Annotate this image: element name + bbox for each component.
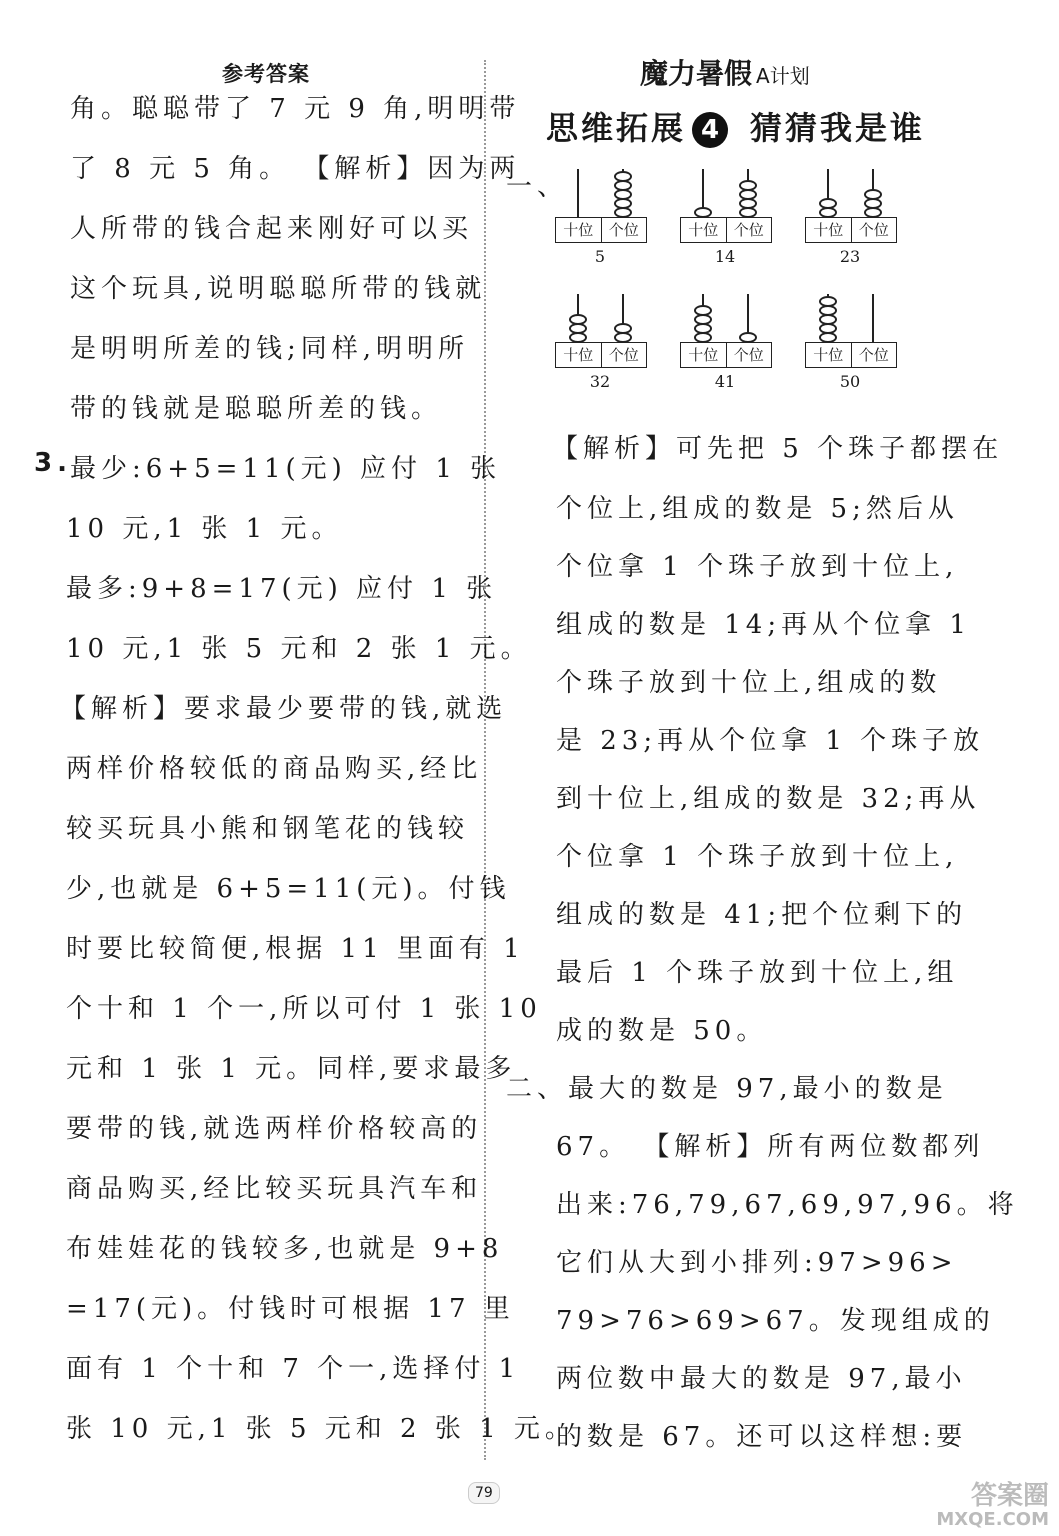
ones-label: 个位 bbox=[726, 218, 772, 242]
text-line: 少,也就是 6+5=11(元)。付钱 bbox=[66, 874, 511, 904]
text-line: 79>76>69>67。发现组成的 bbox=[556, 1306, 995, 1336]
text-line: 个位拿 1 个珠子放到十位上, bbox=[556, 552, 959, 582]
tens-bead bbox=[569, 314, 587, 325]
text-line: 面有 1 个十和 7 个一,选择付 1 bbox=[66, 1354, 521, 1384]
tens-rod bbox=[577, 169, 579, 217]
text-line: 的数是 67。还可以这样想:要 bbox=[556, 1422, 968, 1452]
text-line: 带的钱就是聪聪所差的钱。 bbox=[70, 394, 443, 424]
text-line: 两样价格较低的商品购买,经比 bbox=[66, 754, 483, 784]
text-line: 布娃娃花的钱较多,也就是 9+8 bbox=[66, 1234, 504, 1264]
page-number: 79 bbox=[468, 1482, 500, 1504]
text-line: 组成的数是 14;再从个位拿 1 bbox=[556, 610, 971, 640]
place-value-labels bbox=[680, 217, 772, 243]
ones-bead bbox=[739, 180, 757, 191]
abacus-value: 32 bbox=[589, 372, 611, 391]
text-line: 成的数是 50。 bbox=[556, 1016, 768, 1046]
text-line: 要带的钱,就选两样价格较高的 bbox=[66, 1114, 483, 1144]
watermark-line2: MXQE.COM bbox=[936, 1509, 1049, 1531]
tens-label: 十位 bbox=[688, 221, 719, 239]
part1-marker: 一、 bbox=[506, 172, 569, 202]
ones-label: 个位 bbox=[601, 218, 647, 242]
section-number-badge: 4 bbox=[692, 112, 728, 148]
tens-bead bbox=[819, 198, 837, 209]
ones-label: 个位 bbox=[851, 218, 897, 242]
abacus-32 bbox=[555, 290, 649, 391]
abacus-value: 5 bbox=[594, 247, 606, 266]
text-line: 较买玩具小熊和钢笔花的钱较 bbox=[66, 814, 470, 844]
watermark-line1: 答案圈 bbox=[970, 1480, 1049, 1511]
text-line: 组成的数是 41;把个位剩下的 bbox=[556, 900, 968, 930]
header-right-title bbox=[640, 52, 810, 92]
text-line: 角。聪聪带了 7 元 9 角,明明带 bbox=[70, 94, 521, 124]
header-left-title: 参考答案 bbox=[222, 61, 310, 86]
text-line: 最多:9+8=17(元) 应付 1 张 bbox=[66, 574, 498, 604]
text-line: 了 8 元 5 角。 【解析】因为两 bbox=[70, 154, 521, 184]
text-line: 【解析】可先把 5 个珠子都摆在 bbox=[552, 434, 1004, 464]
abacus-value: 50 bbox=[839, 372, 861, 391]
tens-label: 十位 bbox=[563, 346, 594, 364]
ones-label: 个位 bbox=[601, 343, 647, 367]
text-line: 是 23;再从个位拿 1 个珠子放 bbox=[556, 726, 985, 756]
text-line: 时要比较简便,根据 11 里面有 1 bbox=[66, 934, 525, 964]
text-line: 个位上,组成的数是 5;然后从 bbox=[556, 494, 959, 524]
text-line: 张 10 元,1 张 5 元和 2 张 1 元。 bbox=[66, 1414, 576, 1444]
tens-bead bbox=[694, 305, 712, 316]
text-line: 元和 1 张 1 元。同样,要求最多 bbox=[66, 1054, 517, 1084]
abacus-value: 23 bbox=[839, 247, 861, 266]
watermark-logo bbox=[936, 1482, 1049, 1530]
text-line: 出来:76,79,67,69,97,96。将 bbox=[556, 1190, 1019, 1220]
text-line: 个位拿 1 个珠子放到十位上, bbox=[556, 842, 959, 872]
section-subtitle: 猜猜我是谁 bbox=[750, 109, 926, 147]
section-title bbox=[546, 103, 925, 149]
tens-label: 十位 bbox=[563, 221, 594, 239]
ones-bead bbox=[614, 323, 632, 334]
text-line: 商品购买,经比较买玩具汽车和 bbox=[66, 1174, 483, 1204]
item-number-3: 3. bbox=[34, 448, 72, 478]
ones-label: 个位 bbox=[851, 343, 897, 367]
ones-bead bbox=[864, 189, 882, 200]
abacus-41 bbox=[680, 290, 774, 391]
brand-subtitle: A计划 bbox=[756, 64, 810, 88]
text-line: 这个玩具,说明聪聪所带的钱就 bbox=[70, 274, 487, 304]
ones-label: 个位 bbox=[726, 343, 772, 367]
abacus-value: 41 bbox=[714, 372, 736, 391]
tens-label: 十位 bbox=[688, 346, 719, 364]
text-line: 最少:6+5=11(元) 应付 1 张 bbox=[70, 454, 502, 484]
brand-title: 魔力暑假 bbox=[640, 57, 753, 90]
abacus-50 bbox=[805, 290, 899, 391]
abacus-14 bbox=[680, 165, 774, 266]
text-line: 67。 【解析】所有两位数都列 bbox=[556, 1132, 985, 1162]
place-value-labels bbox=[805, 342, 897, 368]
section-title-text: 思维拓展 bbox=[546, 109, 687, 147]
tens-label: 十位 bbox=[813, 221, 844, 239]
text-line: 人所带的钱合起来刚好可以买 bbox=[70, 214, 474, 244]
abacus-value: 14 bbox=[714, 247, 736, 266]
abacus-figure bbox=[555, 165, 915, 405]
abacus-23 bbox=[805, 165, 899, 266]
tens-bead bbox=[819, 296, 837, 307]
text-line: 最后 1 个珠子放到十位上,组 bbox=[556, 958, 959, 988]
ones-bead bbox=[614, 171, 632, 182]
text-line: 两位数中最大的数是 97,最小 bbox=[556, 1364, 967, 1394]
text-line: 是明明所差的钱;同样,明明所 bbox=[70, 334, 470, 364]
place-value-labels bbox=[805, 217, 897, 243]
place-value-labels bbox=[555, 342, 647, 368]
text-line: 个珠子放到十位上,组成的数 bbox=[556, 668, 942, 698]
text-line: 它们从大到小排列:97>96> bbox=[556, 1248, 958, 1278]
text-line: 10 元,1 张 1 元。 bbox=[66, 514, 343, 544]
ones-rod bbox=[872, 294, 874, 342]
text-line: 10 元,1 张 5 元和 2 张 1 元。 bbox=[66, 634, 532, 664]
text-line: 二、最大的数是 97,最小的数是 bbox=[506, 1074, 948, 1104]
text-line: 个十和 1 个一,所以可付 1 张 10 bbox=[66, 994, 542, 1024]
tens-label: 十位 bbox=[813, 346, 844, 364]
text-line: =17(元)。付钱时可根据 17 里 bbox=[66, 1294, 515, 1324]
text-line: 【解析】要求最少要带的钱,就选 bbox=[60, 694, 508, 724]
abacus-5 bbox=[555, 165, 649, 266]
text-line: 到十位上,组成的数是 32;再从 bbox=[556, 784, 981, 814]
place-value-labels bbox=[555, 217, 647, 243]
place-value-labels bbox=[680, 342, 772, 368]
